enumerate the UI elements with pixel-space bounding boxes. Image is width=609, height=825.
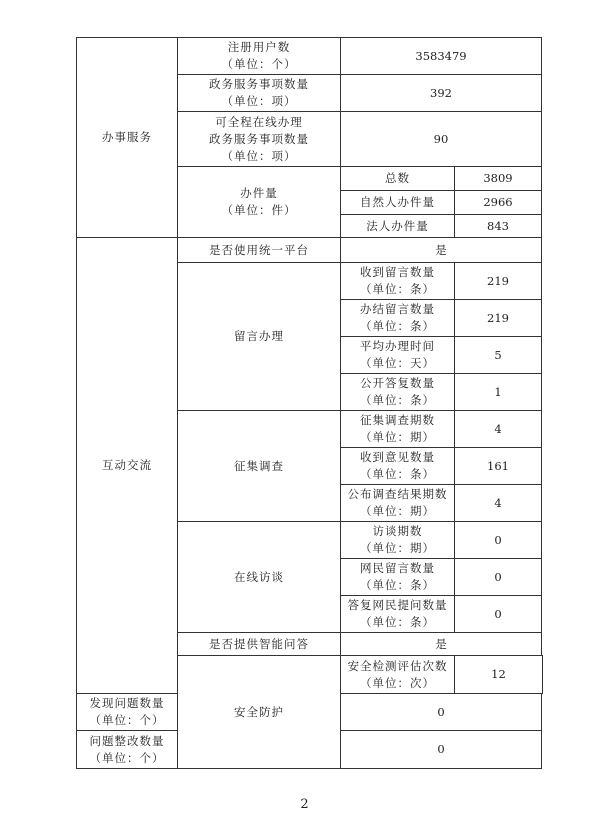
issues-found-label: 发现问题数量 （单位：个） xyxy=(77,694,178,731)
table-row xyxy=(77,38,543,75)
survey-periods-value: 4 xyxy=(455,411,542,448)
handled-legal-value: 843 xyxy=(455,215,542,238)
handled-natural-value: 2966 xyxy=(455,191,542,215)
section-security: 安全防护 xyxy=(178,656,341,769)
messages-public-value: 1 xyxy=(455,374,542,411)
interview-label: 在线访谈 xyxy=(178,522,341,633)
interview-periods-label: 访谈期数 （单位：期） xyxy=(341,522,455,559)
security-checks-label: 安全检测评估次数 （单位：次） xyxy=(341,656,455,694)
survey-opinions-value: 161 xyxy=(455,448,542,485)
messages-received-label: 收到留言数量 （单位：条） xyxy=(341,263,455,300)
handled-total-label: 总数 xyxy=(341,167,455,191)
registered-users-label: 注册用户数 （单位：个） xyxy=(178,38,341,75)
interview-replies-label: 答复网民提问数量 （单位：条） xyxy=(341,596,455,633)
survey-periods-label: 征集调查期数 （单位：期） xyxy=(341,411,455,448)
table-row xyxy=(77,238,543,263)
interview-messages-value: 0 xyxy=(455,559,542,596)
issues-fixed-value: 0 xyxy=(341,731,542,769)
issues-fixed-label: 问题整改数量 （单位：个） xyxy=(77,731,178,769)
service-items-value: 392 xyxy=(341,75,542,112)
smart-qa-label: 是否提供智能问答 xyxy=(178,633,341,656)
interview-messages-label: 网民留言数量 （单位：条） xyxy=(341,559,455,596)
page-number: 2 xyxy=(300,797,309,812)
messages-received-value: 219 xyxy=(455,263,542,300)
handled-label: 办件量 （单位：件） xyxy=(178,167,341,238)
handled-total-value: 3809 xyxy=(455,167,542,191)
survey-opinions-label: 收到意见数量 （单位：条） xyxy=(341,448,455,485)
section-interaction: 互动交流 xyxy=(77,238,178,694)
survey-results-label: 公布调查结果期数 （单位：期） xyxy=(341,485,455,522)
handled-legal-label: 法人办件量 xyxy=(341,215,455,238)
messages-closed-label: 办结留言数量 （单位：条） xyxy=(341,300,455,337)
survey-label: 征集调查 xyxy=(178,411,341,522)
online-items-label: 可全程在线办理 政务服务事项数量 （单位：项） xyxy=(178,112,341,167)
messages-avg-time-value: 5 xyxy=(455,337,542,374)
service-items-label: 政务服务事项数量 （单位：项） xyxy=(178,75,341,112)
smart-qa-value: 是 xyxy=(341,633,542,656)
registered-users-value: 3583479 xyxy=(341,38,542,75)
issues-found-value: 0 xyxy=(341,694,542,731)
section-office: 办事服务 xyxy=(77,38,178,238)
security-checks-value: 12 xyxy=(455,656,543,694)
online-items-value: 90 xyxy=(341,112,542,167)
messages-closed-value: 219 xyxy=(455,300,542,337)
interview-replies-value: 0 xyxy=(455,596,542,633)
messages-public-label: 公开答复数量 （单位：条） xyxy=(341,374,455,411)
unified-platform-value: 是 xyxy=(341,238,542,263)
handled-natural-label: 自然人办件量 xyxy=(341,191,455,215)
interview-periods-value: 0 xyxy=(455,522,542,559)
messages-avg-time-label: 平均办理时间 （单位：天） xyxy=(341,337,455,374)
survey-results-value: 4 xyxy=(455,485,542,522)
unified-platform-label: 是否使用统一平台 xyxy=(178,238,341,263)
statistics-table xyxy=(76,37,543,769)
messages-label: 留言办理 xyxy=(178,263,341,411)
